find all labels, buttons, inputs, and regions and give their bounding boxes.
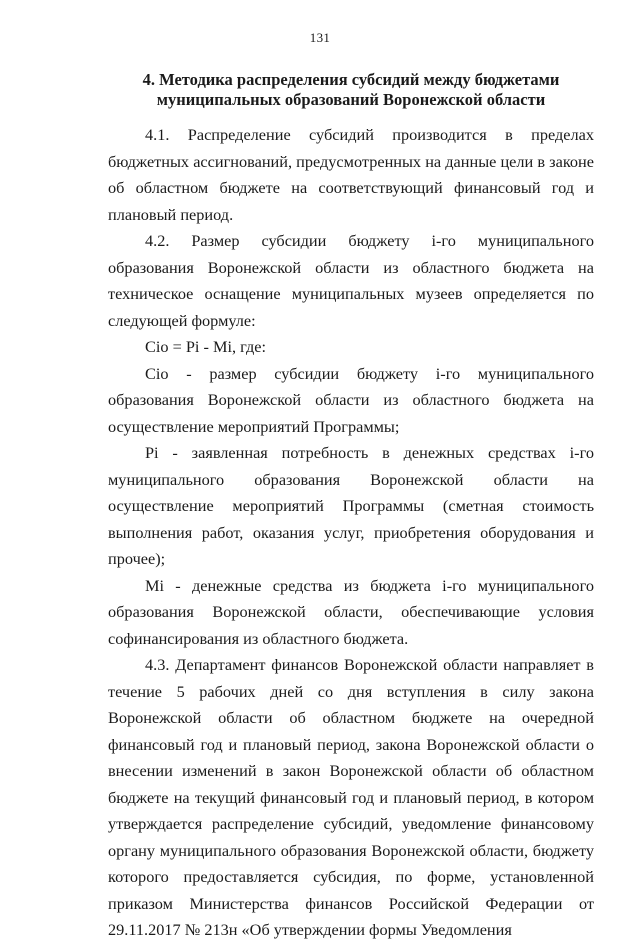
paragraph-4-1: 4.1. Распределение субсидий производится в пределах бюджетных ассигнований, предусмотренных на данные цели в законе об областном бюджете на соответствующий финансовый год и плановый период. — [108, 125, 594, 224]
paragraph-4-3: 4.3. Департамент финансов Воронежской области направляет в течение 5 рабочих дней со дня вступления в силу закона Воронежской области об областном бюджете на очередной финансовый год и плановый период, закона Воронежской области о внесении изменений в закон Воронежской области об областном бюджете на текущий финансовый год и плановый период, в котором утверждается распределение субсидий, уведомление финансовому органу муниципального образования Воронежской области, бюджету которого предоставляется субсидия, по форме, установленной приказом Министерства финансов Российской Федерации от 29.11.2017 № 213н «Об утверждении формы Уведомления — [108, 655, 594, 939]
section-heading-line-1: 4. Методика распределения субсидий между бюджетами — [142, 70, 560, 89]
definition-ci: Ciо - размер субсидии бюджету i-го муниципального образования Воронежской области из областного бюджета на осуществление мероприятий Программы; — [108, 363, 594, 436]
paragraph-4-2: 4.2. Размер субсидии бюджету i-го муниципального образования Воронежской области из областного бюджета на техническое оснащение муниципальных музеев определяется по следующей формуле: — [108, 231, 594, 330]
page-number: 131 — [309, 30, 331, 45]
document-body — [108, 122, 594, 944]
definition-pi: Pi - заявленная потребность в денежных средствах i-го муниципального образования Воронежской области на осуществление мероприятий Программы (сметная стоимость выполнения работ, оказания услуг, приобретения оборудования и прочее); — [108, 443, 594, 568]
definition-mi: Mi - денежные средства из бюджета i-го муниципального образования Воронежской области, обеспечивающие условия софинансирования из областного бюджета. — [108, 575, 594, 648]
formula: Ciо = Pi - Mi, где: — [145, 337, 267, 356]
section-heading-line-2: муниципальных образований Воронежской области — [156, 90, 546, 109]
section-heading — [108, 70, 594, 110]
